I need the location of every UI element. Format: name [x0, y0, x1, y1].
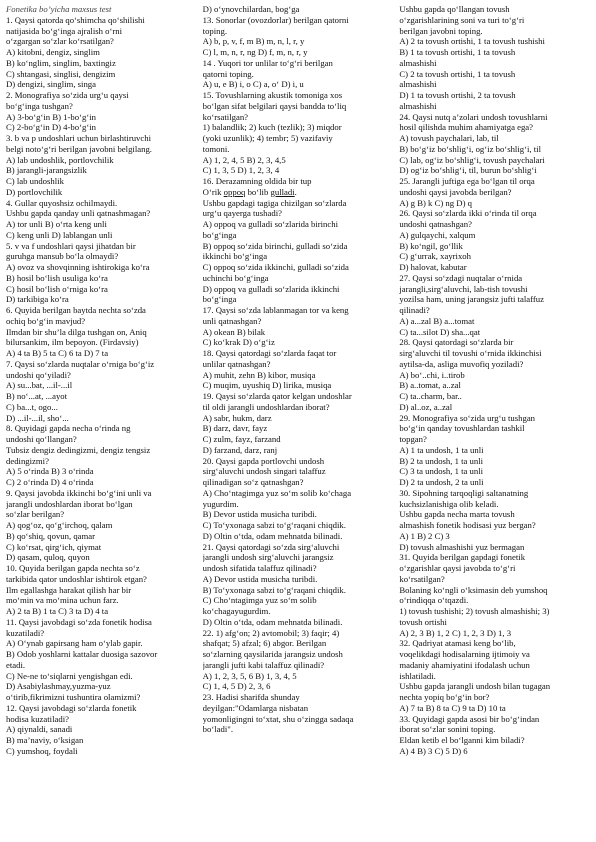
text-line: C) lab undoshlik [6, 176, 64, 186]
text-line: berilgan javobni toping. [399, 25, 483, 36]
text-line: 2. Monografiya so‘zida urg‘u qaysi [6, 90, 129, 100]
text-line: C) ko‘rsat, qirg‘ich, qiymat [6, 541, 102, 552]
text-line: D) Oltin o‘tda, odam mehnatda bilinadi. [202, 616, 343, 627]
column-1 [6, 4, 197, 757]
text-line: D) o‘ynovchilardan, bog‘ga [202, 4, 300, 14]
text-line: 22. 1) afg‘on; 2) avtomobil; 3) faqir; 4) [202, 627, 340, 638]
text-line: 28. Qaysi qatordagi so‘zlarda bir [399, 337, 514, 348]
text-line: A) a...zal B) a...tomat [399, 315, 475, 326]
text-line: 10. Quyida berilgan gapda nechta so‘z [6, 563, 140, 573]
text-line: sirg‘aluvchi undosh singari talaffuz [202, 466, 326, 477]
text-line: 25. Jarangli juftiga ega bo‘lgan til orqa [399, 176, 535, 186]
text-line: B) a..tomat, a..zal [399, 380, 461, 391]
text-line: 17. Qaysi so‘zda lablanmagan tor va keng [202, 305, 349, 315]
text-line: 6. Quyida berilgan baytda nechta so‘zda [6, 305, 146, 315]
text-line: C) ta...silot D) sha...qat [399, 326, 481, 337]
text-line: A) gulqaychi, xalqum [399, 229, 476, 240]
text-line: ishlatiladi. [399, 670, 436, 681]
text-line: 32. Qadriyat atamasi keng bo‘lib, [399, 638, 516, 649]
text-line: ko‘rsatilgan? [202, 111, 249, 122]
text-line: undoshi qo‘llangan? [6, 434, 77, 444]
text-line: B) qo‘shiq, qovun, qamar [6, 530, 96, 541]
text-line: bo‘g‘in qanday tovushlardan tashkil [399, 423, 525, 434]
text-line: etadi. [6, 659, 26, 670]
text-line: D) al..oz, a..zal [399, 401, 453, 412]
text-line: B) ko‘nglim, singlim, baxtingiz [6, 57, 116, 68]
text-line: A) 1 B) 2 C) 3 [399, 530, 450, 541]
text-line: B) Odob yoshlarni kattalar duosiga sazovor [6, 649, 158, 659]
text-line: A) 1, 2, 3, 5, 6 B) 1, 3, 4, 5 [202, 670, 297, 681]
text-line: B) To‘yxonaga sabzi to‘g‘raqani chiqdik. [202, 584, 346, 595]
text-line: C) l, m, n, r, ng D) f, m, n, r, y [202, 47, 308, 57]
underlined-word: gulladi [270, 186, 295, 197]
text-line: almashishi [399, 79, 437, 90]
text-line: nechta yopiq bo‘g‘in bor? [399, 692, 490, 702]
text-line: 30. Sipohning tarqoqligi saltanatning [399, 487, 529, 498]
text-line: 18. Qaysi qatordagi so‘zlarda faqat tor [202, 348, 337, 358]
text-line: bilursankim, ilm bepoyon. (Firdavsiy) [6, 337, 139, 348]
text-line: A) 4 B) 3 C) 5 D) 6 [399, 745, 468, 756]
text-line: A) lab undoshlik, portlovchilik [6, 154, 114, 165]
text-line: hodisa kuzatiladi? [6, 713, 69, 724]
text-line: A) bo‘..chi, i..tirob [399, 369, 465, 380]
text-line: 23. Hadisi sharifda shunday [202, 692, 300, 702]
text-line: C) 1, 3, 5 D) 1, 2, 3, 4 [202, 165, 280, 176]
text-line: unli qatnashgan? [202, 315, 262, 326]
text-line: A) qog‘oz, qo‘g‘irchoq, qalam [6, 520, 113, 530]
text-line: C) zulm, fayz, farzand [202, 434, 281, 444]
text-line: 26. Qaysi so‘zlarda ikki o‘rinda til orqa [399, 208, 537, 219]
text-line: C) 1, 4, 5 D) 2, 3, 6 [202, 681, 271, 692]
text-line: D) Asabiylashmay,yuzma-yuz [6, 681, 111, 692]
text-line: B) jarangli-jarangsizlik [6, 165, 87, 176]
text-line: ko‘rsatilgan? [399, 573, 445, 584]
text-line: A) 7 ta B) 8 ta C) 9 ta D) 10 ta [399, 702, 506, 713]
text-line: A) 2 ta tovush ortishi, 1 ta tovush tushishi [399, 36, 545, 47]
text-line: C) g‘urrak, xayrixoh [399, 251, 471, 262]
text-line: C) muqim, uyushiq D) lirika, musiqa [202, 380, 332, 391]
text-line: 15. Tovushlarning akustik tomoniga xos [202, 90, 343, 100]
text-line: Eldan ketib el bo‘lganni kim biladi? [399, 735, 525, 745]
text-line: unlilar qatnashgan? [202, 358, 271, 369]
text-line: 11. Qaysi javobdagi so‘zda fonetik hodisa [6, 616, 152, 627]
text-line: tarkibida qator undoshlar ishtirok etgan? [6, 573, 147, 584]
text-line: qatorni toping. [202, 68, 254, 79]
text-line: C) hosil bo‘lish o‘rniga ko‘ra [6, 283, 108, 294]
text-line: C) yumshoq, foydali [6, 745, 78, 756]
text-line: D) 1 ta tovush ortishi, 2 ta tovush [399, 90, 516, 100]
text-line: ikkinchi bo‘g‘inga [202, 251, 268, 262]
text-line: 12. Qaysi javobdagi so‘zlarda fonetik [6, 702, 137, 713]
text-line: D) Oltin o‘tda, odam mehnatda bilinadi. [202, 530, 343, 541]
text-line: D) og‘iz bo‘shlig‘i, til, burun bo‘shlig‘i [399, 165, 537, 176]
page-header: Fonetika bo’yicha maxsus test [6, 4, 112, 14]
text-line: C) Ne-ne to‘siqlarni yengishgan edi. [6, 670, 133, 681]
text-line: Ushbu gapdagi tagiga chizilgan so‘zlarda [202, 197, 347, 208]
text-line: A) 4 ta B) 5 ta C) 6 ta D) 7 ta [6, 348, 109, 358]
text-line: C) shtangasi, singlisi, dengizim [6, 68, 116, 79]
text-line: A) Devor ustida musicha turibdi. [202, 573, 318, 584]
text-line: D) halovat, kabutar [399, 262, 467, 272]
text-line: C) lab, og‘iz bo‘shlig‘i, tovush paychalari [399, 154, 545, 165]
text-line: B) darz, davr, fayz [202, 423, 268, 434]
text-line: D) tarkibiga ko‘ra [6, 294, 69, 305]
text-line: 14 . Yuqori tor unlilar to‘g‘ri berilgan [202, 57, 333, 68]
text-line: 33. Quyidagi gapda asosi bir bo‘g‘indan [399, 713, 540, 724]
text-line: 9. Qaysi javobda ikkinchi bo‘g‘ini unli va [6, 487, 152, 498]
text-line: A) muhit, zehn B) kibor, musiqa [202, 369, 316, 380]
columns [6, 4, 590, 757]
text-line: tomoni. [202, 143, 230, 154]
text-line: toping. [202, 25, 228, 36]
text-line: dedingizmi? [6, 455, 49, 466]
text-line: o‘tirib,fikrimizni tushuntira olamizmi? [6, 692, 141, 702]
text-line: C) ta..charm, bar.. [399, 391, 462, 401]
text-line: undosh sifatida talaffuz qilinadi? [202, 563, 317, 573]
text-line: B) 1 ta tovush ortishi, 1 ta tovush [399, 47, 516, 57]
text-line: urg‘u qayerga tushadi? [202, 208, 282, 219]
text-line: A) su...bat, ...il-...il [6, 380, 73, 391]
text-line: A) tovush paychalari, lab, til [399, 133, 499, 143]
text-line: C) 2 o‘rinda D) 4 o‘rinda [6, 477, 94, 487]
text-line: bo‘ladi". [202, 724, 233, 735]
text-line: Ilm egallashga harakat qilish har bir [6, 584, 132, 595]
text-line: D) tovush almashishi yuz bermagan [399, 541, 525, 552]
text-line: so‘zlar berilgan? [6, 509, 65, 520]
text-line: B) Devor ustida musicha turibdi. [202, 509, 317, 520]
text-line: B) ma’naviy, o‘ksigan [6, 735, 84, 745]
text-line: C) keng unli D) lablangan unli [6, 229, 113, 240]
text-line: 5. v va f undoshlari qaysi jihatdan bir [6, 240, 136, 251]
text-line: qilinadigan so‘z qatnashgan? [202, 477, 304, 487]
column-3 [399, 4, 590, 757]
text-line: 1) tovush tushishi; 2) tovush almashishi; 3) [399, 606, 550, 616]
text-line: A) tor unli B) o‘rta keng unli [6, 219, 107, 229]
text-line: jarangli,sirg‘aluvchi, lab-tish tovushi [399, 283, 528, 294]
text-line: 3. b va p undoshlari uchun birlashtiruvchi [6, 133, 152, 143]
text-line: Ushbu gapda qo‘llangan tovush [399, 4, 510, 14]
text-line: C) 2 ta tovush ortishi, 1 ta tovush [399, 68, 516, 79]
text-line: qilinadi? [399, 305, 430, 315]
text-line: A) okean B) bilak [202, 326, 266, 337]
text-line: C) To‘yxonaga sabzi to‘g‘raqani chiqdik. [202, 520, 346, 530]
text-line: A) kitobni, dengiz, singlim [6, 47, 100, 57]
text-line: B) hosil bo‘lish usuliga ko‘ra [6, 272, 108, 283]
text-line: D) dengizi, singlim, singa [6, 79, 97, 90]
text-line: D) ...il-...il, sho‘... [6, 412, 69, 423]
text-line: almashishi [399, 100, 437, 111]
text-line: iborat so‘zlar sonini toping. [399, 724, 496, 735]
text-line: 16. Derazamning oldida bir tup [202, 176, 312, 186]
text-line: jarangli undoshlardan iborat bo‘lgan [6, 498, 133, 509]
text-line: 1) balandlik; 2) kuch (tezlik); 3) miqdor [202, 122, 342, 133]
text-line: 13. Sonorlar (ovozdorlar) berilgan qatorni [202, 14, 349, 25]
text-line: A) b, p, v, f, m B) m, n, l, r, y [202, 36, 305, 47]
text-line: C) ko‘krak D) o‘g‘iz [202, 337, 275, 348]
text-line: B) oppoq so‘zida birinchi, gulladi so‘zida [202, 240, 348, 251]
text-line: O‘rik oppoq bo‘lib gulladi. [202, 186, 297, 197]
text-line: undoshi qaysi javobda berilgan? [399, 186, 512, 197]
text-line: 27. Qaysi so‘zdagi nuqtalar o‘rnida [399, 272, 523, 283]
text-line: C) oppoq so‘zida ikkinchi, gulladi so‘zida [202, 262, 349, 272]
text-line: A) sabr, hukm, darz [202, 412, 272, 423]
text-line: almashishi [399, 57, 437, 68]
text-line: A) 5 o‘rinda B) 3 o‘rinda [6, 466, 94, 477]
text-line: kuzatiladi? [6, 627, 45, 638]
text-line: mo‘min va mo‘mina uchun farz. [6, 595, 119, 606]
text-line: jarangli jufti kabi talaffuz qilinadi? [202, 659, 325, 670]
text-line: A) g B) k C) ng D) q [399, 197, 472, 208]
text-line: guruhga mansub bo‘la olmaydi? [6, 251, 119, 262]
text-line: 8. Quyidagi gapda necha o‘rinda ng [6, 423, 131, 434]
text-line: o‘zgarishlar qaysi javobda to‘g‘ri [399, 563, 516, 573]
text-line: B) ko‘ngil, go‘llik [399, 240, 463, 251]
text-line: bo‘g‘inga [202, 294, 237, 305]
text-line: hosil qilishda muhim ahamiyatga ega? [399, 122, 534, 133]
text-line: o‘rindiqqa o‘tqazdi. [399, 595, 469, 606]
text-line: madaniy ahamiyatini ifodalash uchun [399, 659, 530, 670]
text-line: D) portlovchilik [6, 186, 63, 197]
text-line: C) 2-bo‘g‘in D) 4-bo‘g‘in [6, 122, 96, 133]
text-line: 7. Qaysi so‘zlarda nuqtalar o‘rniga bo‘g‘iz [6, 358, 155, 369]
text-line: yugurdim. [202, 498, 239, 509]
text-line: Ushbu gapda necha marta tovush [399, 509, 515, 520]
text-line: B) bo‘g‘iz bo‘shlig‘i, og‘iz bo‘shlig‘i, til [399, 143, 541, 154]
text-line: til oldi jarangli undoshlardan iborat? [202, 401, 330, 412]
text-line: sirg‘aluvchi til tovushi o‘rnida ikkinchisi [399, 348, 542, 358]
text-line: tovush ortishi [399, 616, 447, 627]
text-line: 20. Qaysi gapda portlovchi undosh [202, 455, 325, 466]
text-line: bo‘lgan sifat belgilari qaysi bandda to‘liq [202, 100, 347, 111]
text-line: Ushbu gapda qanday unli qatnashmagan? [6, 208, 151, 219]
text-line: B) no‘...at, ...ayot [6, 391, 68, 401]
text-line: o‘zgarishlarining soni va turi to‘g‘ri [399, 14, 525, 25]
text-line: 24. Qaysi nutq a’zolari undosh tovushlarni [399, 111, 548, 122]
text-line: C) Cho‘ntagimga yuz so‘m solib [202, 595, 317, 606]
text-line: B) 2 ta undosh, 1 ta unli [399, 455, 484, 466]
text-line: A) u, e B) i, o C) a, o‘ D) i, u [202, 79, 304, 90]
text-line: 1. Qaysi qatorda qo‘shimcha qo‘shilishi [6, 14, 145, 25]
text-line: undoshi qo‘yiladi? [6, 369, 71, 380]
underlined-word: oppoq [223, 186, 246, 197]
text-line: belgi noto‘g‘ri berilgan javobni belgilang. [6, 143, 152, 154]
text-line: deyilgan:"Odamlarga nisbatan [202, 702, 309, 713]
text-line: A) qiynaldi, sanadi [6, 724, 73, 735]
text-line: yomonligingni to‘xtat, shu o‘zingga sadaqa [202, 713, 354, 724]
text-line: natijasida bo‘g‘inga ajralish o‘rni [6, 25, 123, 36]
text-line: 19. Qaysi so‘zlarda qator kelgan undoshlar [202, 391, 352, 401]
text-line: ko‘chagayugurdim. [202, 606, 271, 616]
text-line: bo‘g‘inga [202, 229, 237, 240]
text-line: Bolaning ko‘ngli o‘ksimasin deb yumshoq [399, 584, 548, 595]
text-line: D) qasam, quloq, quyon [6, 552, 90, 563]
text-line: A) 1, 2, 4, 5 B) 2, 3, 4,5 [202, 154, 286, 165]
text-line: 31. Quyida berilgan gapdagi fonetik [399, 552, 526, 563]
text-line: C) ba...t, ogo... [6, 401, 58, 412]
text-line: Ilmdan bir shu’la dilga tushgan on, Aniq [6, 326, 147, 337]
text-line: A) oppoq va gulladi so‘zlarida birinchi [202, 219, 339, 229]
text-line: D) farzand, darz, ranj [202, 444, 278, 455]
text-line: A) ovoz va shovqinning ishtirokiga ko‘ra [6, 262, 150, 272]
text-line: A) 2, 3 B) 1, 2 C) 1, 2, 3 D) 1, 3 [399, 627, 512, 638]
text-line: 29. Monografiya so‘zida urg‘u tushgan [399, 412, 536, 423]
text-line: ochiq bo‘g‘in mavjud? [6, 315, 86, 326]
text-line: jarangli undosh sirg‘aluvchi jarangsiz [202, 552, 334, 563]
text-line: undoshi qatnashgan? [399, 219, 472, 229]
text-line: uchinchi bo‘g‘inga [202, 272, 269, 283]
text-line: D) oppoq va gulladi so‘zlarida ikkinchi [202, 283, 340, 294]
text-line: aytilsa-da, asliga muvofiq yoziladi? [399, 358, 524, 369]
text-line: A) O‘ynab gapirsang ham o‘ylab gapir. [6, 638, 143, 649]
text-line: Tubsiz dengiz dedingizmi, dengiz tengsiz [6, 444, 151, 455]
text-line: A) 1 ta undosh, 1 ta unli [399, 444, 484, 455]
text-line: C) 3 ta undosh, 1 ta unli [399, 466, 484, 477]
text-line: bo‘g‘inga tushgan? [6, 100, 73, 111]
text-line: D) 2 ta undosh, 2 ta unli [399, 477, 484, 487]
text-line: 21. Qaysi qatordagi so‘zda sirg‘aluvchi [202, 541, 340, 552]
text-line: topgan? [399, 434, 427, 444]
text-line: A) 3-bo‘g‘in B) 1-bo‘g‘in [6, 111, 96, 122]
text-line: (yoki uzunlik); 4) tembr; 5) vazifaviy [202, 133, 333, 143]
column-2 [203, 4, 394, 757]
text-line: so‘zlarning qaysilarida jarangsiz undosh [202, 649, 343, 659]
text-line: 4. Gullar quyoshsiz ochilmaydi. [6, 197, 118, 208]
text-line: A) 2 ta B) 1 ta C) 3 ta D) 4 ta [6, 606, 109, 616]
text-line: almashish fonetik hodisasi yuz bergan? [399, 520, 536, 530]
text-line: shafqat; 5) afzal; 6) abgor. Berilgan [202, 638, 327, 649]
text-line: voqelikdagi hodisalarning ijtimoiy va [399, 649, 530, 659]
text-line: yozilsa ham, uning jarangsiz jufti talaffuz [399, 294, 544, 305]
text-line: o‘zgargan so‘zlar ko‘rsatilgan? [6, 36, 114, 47]
text-line: A) Cho‘ntagimga yuz so‘m solib ko‘chaga [202, 487, 352, 498]
text-line: kuchsizlanishiga olib keladi. [399, 498, 499, 509]
text-line: Ushbu gapda jarangli undosh bilan tugagan [399, 681, 551, 692]
